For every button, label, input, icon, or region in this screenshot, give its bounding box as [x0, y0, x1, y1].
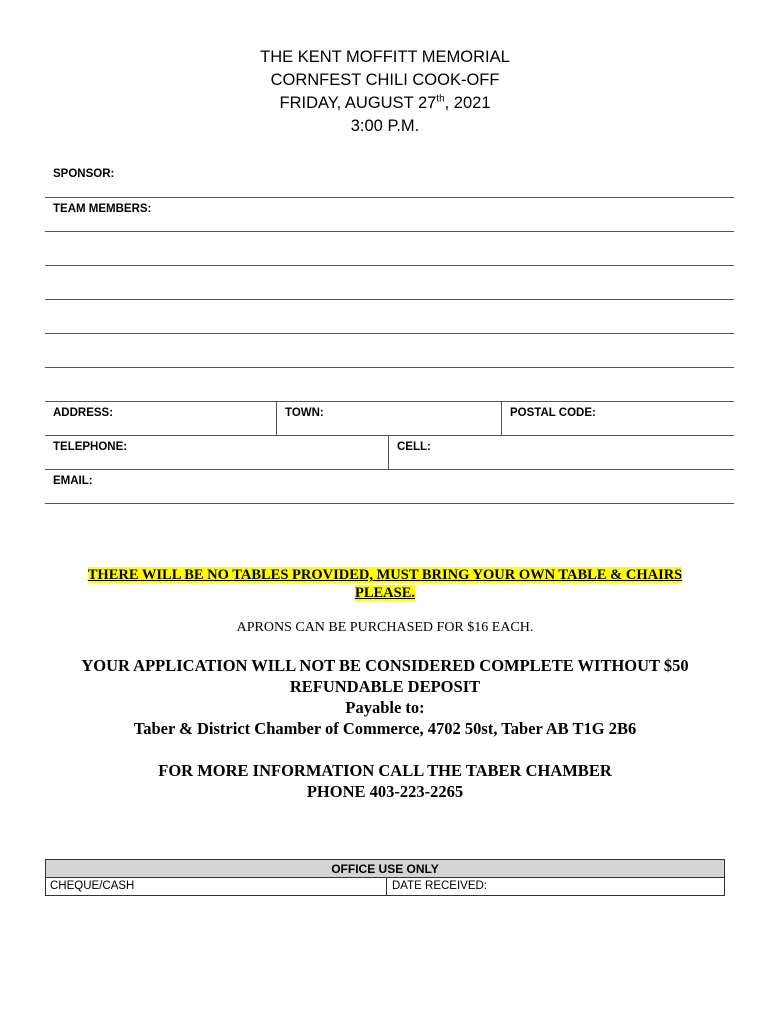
email-field[interactable]	[45, 470, 734, 504]
team-member-line[interactable]	[45, 334, 734, 368]
aprons-notice: APRONS CAN BE PURCHASED FOR $16 EACH.	[236, 620, 534, 635]
telephone-label: TELEPHONE:	[53, 441, 128, 453]
team-member-line[interactable]	[45, 300, 734, 334]
application-notice	[40, 655, 730, 739]
team-members-field[interactable]	[45, 198, 734, 232]
contact-info	[40, 760, 730, 802]
payable-label: Payable to:	[345, 698, 425, 717]
telephone-field[interactable]	[45, 436, 388, 469]
date-ordinal: th	[436, 93, 445, 105]
tables-notice-text: THERE WILL BE NO TABLES PROVIDED, MUST BRING YOUR OWN TABLE & CHAIRS PLEASE.	[87, 567, 683, 601]
application-line-1: YOUR APPLICATION WILL NOT BE CONSIDERED COMPLETE WITHOUT $50	[81, 656, 689, 675]
office-use-heading: OFFICE USE ONLY	[46, 860, 724, 878]
sponsor-field[interactable]	[45, 163, 734, 198]
date-prefix: FRIDAY, AUGUST 27	[279, 94, 437, 112]
town-field[interactable]	[276, 402, 501, 435]
cell-field[interactable]	[388, 436, 734, 469]
team-member-line[interactable]	[45, 232, 734, 266]
postal-code-label: POSTAL CODE:	[510, 407, 596, 419]
team-members-label: TEAM MEMBERS:	[53, 203, 152, 215]
email-label: EMAIL:	[53, 475, 93, 487]
address-field[interactable]	[45, 402, 276, 435]
postal-code-field[interactable]	[501, 402, 734, 435]
team-member-line[interactable]	[45, 266, 734, 300]
payable-address: Taber & District Chamber of Commerce, 4702 50st, Taber AB T1G 2B6	[133, 719, 637, 738]
office-use-row	[46, 878, 724, 895]
cheque-cash-label: CHEQUE/CASH	[50, 880, 135, 892]
registration-form	[45, 163, 734, 504]
title-line-name: CORNFEST CHILI COOK-OFF	[270, 71, 500, 89]
title-line-time: 3:00 P.M.	[350, 117, 420, 135]
date-suffix: , 2021	[444, 94, 491, 112]
contact-line-1: FOR MORE INFORMATION CALL THE TABER CHAMBER	[158, 761, 612, 780]
sponsor-label: SPONSOR:	[53, 168, 115, 180]
application-line-2: REFUNDABLE DEPOSIT	[289, 677, 481, 696]
tables-notice	[60, 566, 710, 602]
telephone-row	[45, 436, 734, 470]
team-member-line[interactable]	[45, 368, 734, 402]
title-line-date	[0, 92, 770, 115]
title-line-event: THE KENT MOFFITT MEMORIAL	[260, 48, 510, 66]
address-label: ADDRESS:	[53, 407, 114, 419]
address-row	[45, 402, 734, 436]
contact-line-2: PHONE 403-223-2265	[306, 782, 464, 801]
document-title	[0, 46, 770, 138]
office-use-table	[45, 859, 725, 896]
town-label: TOWN:	[285, 407, 324, 419]
date-received-label: DATE RECEIVED:	[386, 878, 487, 895]
cell-label: CELL:	[397, 441, 431, 453]
